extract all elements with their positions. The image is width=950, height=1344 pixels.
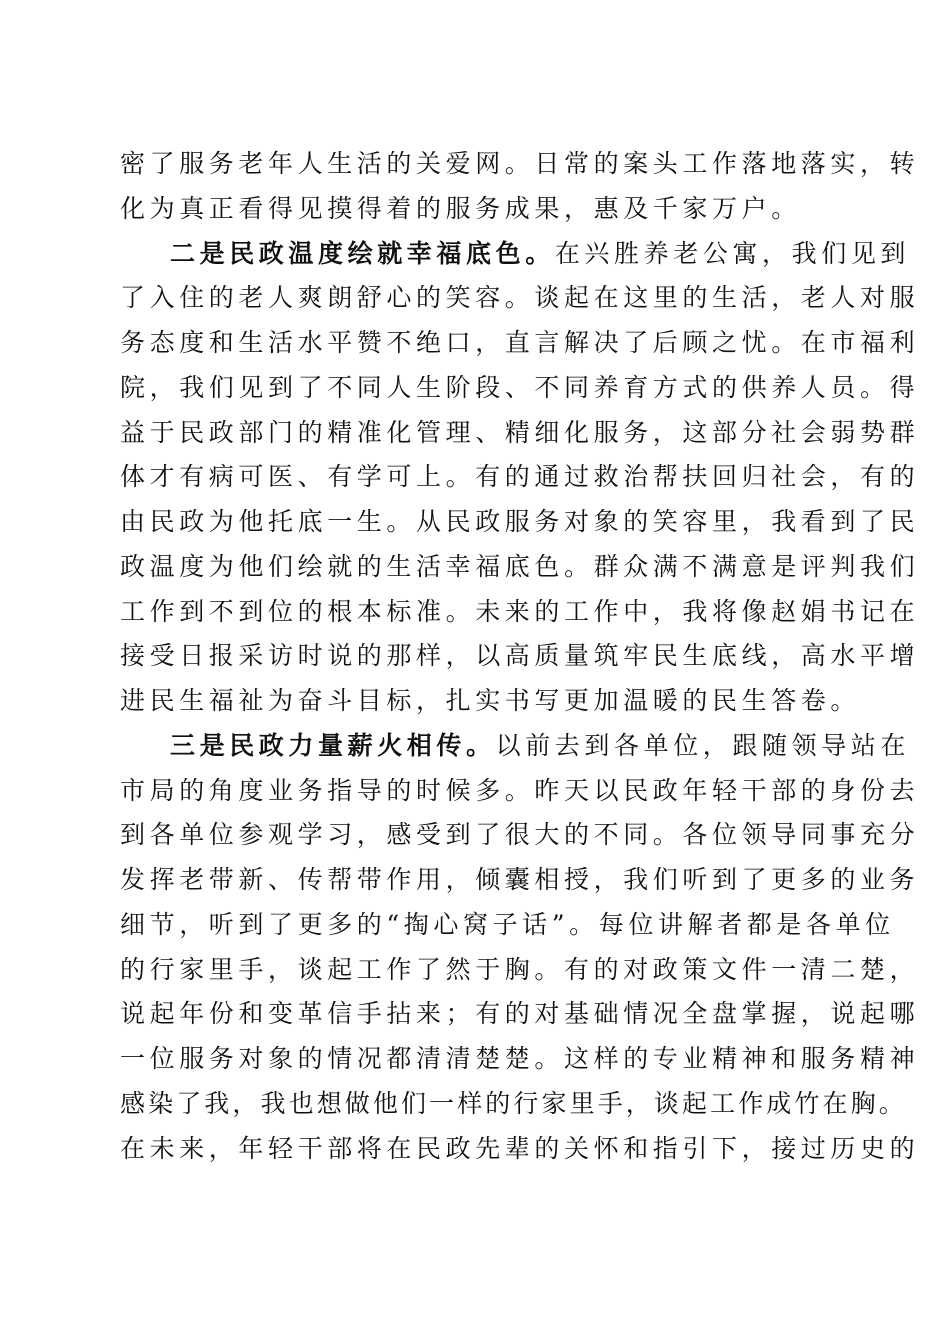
text-line: 说起年份和变革信手拈来；有的对基础情况全盘掌握，说起哪 bbox=[120, 999, 920, 1029]
text-line: 接受日报采访时说的那样，以高质量筑牢民生底线，高水平增 bbox=[120, 641, 920, 671]
document-body bbox=[120, 142, 920, 1171]
paragraph-first-line bbox=[120, 724, 911, 769]
text-line: 院，我们见到了不同人生阶段、不同养育方式的供养人员。得 bbox=[120, 372, 920, 402]
text-segment: 以前去到各单位，跟随领导站在 bbox=[495, 730, 911, 760]
text-line: 感染了我，我也想做他们一样的行家里手，谈起工作成竹在胸。 bbox=[120, 1088, 907, 1118]
text-line: 细节，听到了更多的“掏心窝子话”。每位讲解者都是各单位 bbox=[120, 909, 895, 939]
paragraph-lead-heading: 二是民政温度绘就幸福底色。 bbox=[170, 238, 555, 268]
paragraph-first-line bbox=[120, 232, 911, 277]
text-line: 一位服务对象的情况都清清楚楚。这样的专业精神和服务精神 bbox=[120, 1044, 920, 1073]
text-line: 由民政为他托底一生。从民政服务对象的笑容里，我看到了民 bbox=[120, 507, 920, 536]
text-line: 工作到不到位的根本标准。未来的工作中，我将像赵娟书记在 bbox=[120, 596, 920, 626]
text-line: 密了服务老年人生活的关爱网。日常的案头工作落地落实，转 bbox=[120, 149, 920, 178]
text-line: 的行家里手，谈起工作了然于胸。有的对政策文件一清二楚， bbox=[120, 954, 920, 984]
text-line: 进民生福祉为奋斗目标，扎实书写更加温暖的民生答卷。 bbox=[120, 686, 861, 715]
text-line: 化为真正看得见摸得着的服务成果，惠及千家万户。 bbox=[120, 193, 801, 223]
text-segment: 在兴胜养老公寓，我们见到 bbox=[554, 238, 911, 268]
text-line: 体才有病可医、有学可上。有的通过救治帮扶回归社会，有的 bbox=[120, 462, 920, 492]
text-line: 市局的角度业务指导的时候多。昨天以民政年轻干部的身份去 bbox=[120, 775, 920, 805]
text-line: 务态度和生活水平赞不绝口，直言解决了后顾之忧。在市福利 bbox=[120, 328, 920, 357]
text-line: 了入住的老人爽朗舒心的笑容。谈起在这里的生活，老人对服 bbox=[120, 283, 920, 313]
text-line: 益于民政部门的精准化管理、精细化服务，这部分社会弱势群 bbox=[120, 417, 920, 447]
paragraph-lead-heading: 三是民政力量薪火相传。 bbox=[170, 730, 496, 760]
text-line: 发挥老带新、传帮带作用，倾囊相授，我们听到了更多的业务 bbox=[120, 865, 920, 894]
text-line: 政温度为他们绘就的生活幸福底色。群众满不满意是评判我们 bbox=[120, 551, 920, 581]
text-line: 到各单位参观学习，感受到了很大的不同。各位领导同事充分 bbox=[120, 820, 920, 850]
text-line: 在未来，年轻干部将在民政先辈的关怀和指引下，接过历史的 bbox=[120, 1133, 920, 1163]
